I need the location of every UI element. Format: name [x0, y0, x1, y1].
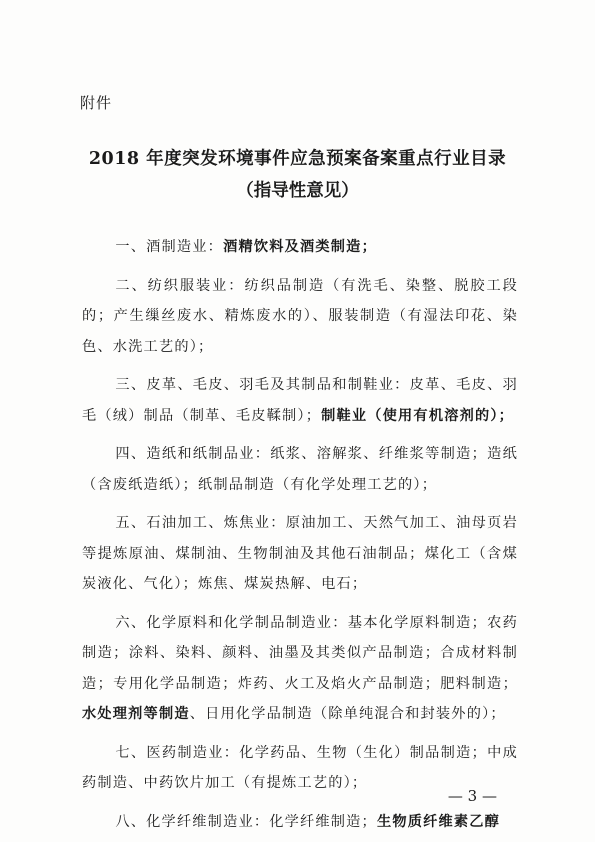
document-subtitle: （指导性意见） [236, 181, 359, 201]
section-text: 、日用化学品制造（除单纯混合和封装外的）； [189, 706, 506, 722]
section-paragraph-3 [82, 370, 518, 431]
document-title: 2018 年度突发环境事件应急预案备案重点行业目录 [88, 149, 507, 169]
section-text: 八、化学纤维制造业：化学纤维制造； [115, 813, 377, 830]
section-text: 四、造纸和纸制品业：纸浆、溶解浆、纤维浆等制造；造纸（含废纸造纸）；纸制品制造（有化学处理工艺的）； [82, 446, 518, 493]
section-text: 三、皮革、毛皮、羽毛及其制品和制鞋业：皮革、毛皮、羽毛（绒）制品（制革、毛皮鞣制）； [82, 377, 518, 424]
section-text: 六、化学原料和化学制品制造业：基本化学原料制造；农药制造；涂料、染料、颜料、油墨及其类似产品制造；合成材料制造；专用化学品制造；炸药、火工及焰火产品制造；肥料制造； [82, 614, 518, 692]
section-paragraph-1 [82, 232, 518, 263]
attachment-label: 附件 [80, 94, 113, 112]
industry-list [82, 232, 518, 845]
emphasized-text: 制鞋业（使用有机溶剂的）； [321, 407, 515, 424]
page-number-text: — 3 — [447, 787, 497, 805]
section-paragraph-2 [82, 271, 518, 363]
section-paragraph-5 [82, 508, 518, 600]
emphasized-text: 酒精饮料及酒类制造； [223, 239, 377, 255]
section-text: 五、石油加工、炼焦业：原油加工、天然气加工、油母页岩等提炼原油、煤制油、生物制油及其他石油制品；煤化工（含煤炭液化、气化）；炼焦、煤炭热解、电石； [82, 515, 518, 592]
emphasized-text: 水处理剂等制造 [82, 706, 190, 722]
section-paragraph-4 [82, 439, 518, 500]
page-number [0, 787, 595, 805]
section-paragraph-6 [82, 608, 518, 730]
section-paragraph-8 [82, 807, 518, 838]
section-text: 二、纺织服装业：纺织品制造（有洗毛、染整、脱胶工段的；产生缫丝废水、精炼废水的）、服装制造（有湿法印花、染色、水洗工艺的）； [82, 277, 518, 355]
section-text: 一、酒制造业： [115, 239, 224, 255]
emphasized-text: 生物质纤维素乙醇 [376, 813, 501, 830]
section-text: 七、医药制造业：化学药品、生物（生化）制品制造；中成药制造、中药饮片加工（有提炼工艺的）； [82, 744, 518, 791]
